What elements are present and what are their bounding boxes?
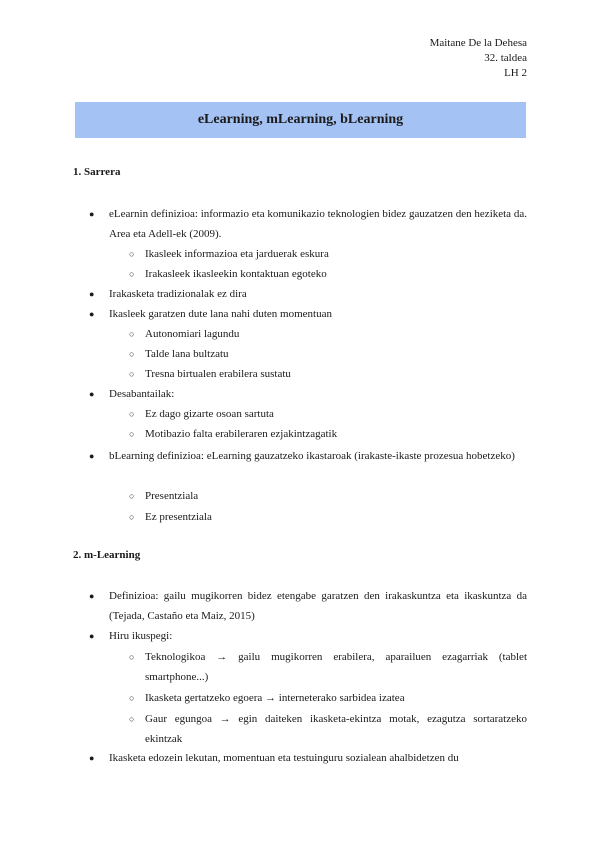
- bullet-icon: ●: [89, 289, 95, 299]
- title-banner: [75, 102, 526, 138]
- bullet-icon: ●: [89, 389, 95, 399]
- bullet-icon: ●: [89, 591, 95, 601]
- list-item-text: Definizioa: gailu mugikorren bidez etengabe garatzen den irakaskuntza eta ikaskuntza da (Tejada, Castaño eta Maiz, 2015): [109, 590, 527, 622]
- document-header: [430, 36, 527, 81]
- list-item-text: Irakasketa tradizionalak ez dira: [109, 288, 247, 300]
- list-item-text: eLearnin definizioa: informazio eta komunikazio teknologien bidez gauzatzen den heziketa da. Area eta Adell-ek (2009).: [109, 208, 527, 240]
- section-heading-mlearning: 2. m-Learning: [73, 549, 141, 561]
- list-item-text: Tresna birtualen erabilera sustatu: [145, 368, 291, 380]
- list-item-text: Motibazio falta erabileraren ezjakintzagatik: [145, 428, 338, 440]
- list-item-text: bLearning definizioa: eLearning gauzatzeko ikastaroak (irakaste-ikaste prozesua hobetzeko): [109, 450, 515, 462]
- bullet-icon: ●: [89, 309, 95, 319]
- author-name: Maitane De la Dehesa: [429, 37, 527, 49]
- document-title: eLearning, mLearning, bLearning: [197, 112, 404, 127]
- list-item-text: Irakasleek ikasleekin kontaktuan egoteko: [145, 268, 327, 280]
- circle-bullet-icon: ○: [129, 714, 135, 724]
- list-item-text: Ez presentziala: [145, 511, 212, 523]
- list-item-text: Hiru ikuspegi:: [109, 630, 173, 642]
- list-item-text: Ikasketa gertatzeko egoera → interneterako sarbidea izatea: [145, 692, 405, 704]
- section-heading-sarrera: 1. Sarrera: [73, 166, 121, 178]
- circle-bullet-icon: ○: [129, 693, 135, 703]
- list-item-text: Ikasleek garatzen dute lana nahi duten momentuan: [109, 308, 332, 320]
- circle-bullet-icon: ○: [129, 652, 135, 662]
- bullet-icon: ●: [89, 753, 95, 763]
- circle-bullet-icon: ○: [129, 249, 135, 259]
- circle-bullet-icon: ○: [129, 369, 135, 379]
- bullet-icon: ●: [89, 209, 95, 219]
- group-label: 32. taldea: [484, 52, 527, 64]
- list-item-text: Ez dago gizarte osoan sartuta: [145, 408, 274, 420]
- circle-bullet-icon: ○: [129, 329, 135, 339]
- list-item-text: Autonomiari lagundu: [145, 328, 240, 340]
- circle-bullet-icon: ○: [129, 429, 135, 439]
- list-item-text: Gaur egungoa → egin daiteken ikasketa-ekintza motak, ezagutza sortaratzeko ekintzak: [145, 713, 527, 745]
- list-item-text: Teknologikoa → gailu mugikorren erabilera, aparailuen ezagarriak (tablet smartphone...): [145, 651, 527, 683]
- circle-bullet-icon: ○: [129, 512, 135, 522]
- list-item-text: Ikasketa edozein lekutan, momentuan eta testuinguru sozialean ahalbidetzen du: [109, 752, 459, 764]
- circle-bullet-icon: ○: [129, 349, 135, 359]
- circle-bullet-icon: ○: [129, 269, 135, 279]
- list-item-text: Ikasleek informazioa eta jarduerak eskura: [145, 248, 329, 260]
- circle-bullet-icon: ○: [129, 491, 135, 501]
- list-item-text: Desabantailak:: [109, 388, 175, 400]
- course-label: LH 2: [504, 67, 527, 79]
- circle-bullet-icon: ○: [129, 409, 135, 419]
- list-item-text: Talde lana bultzatu: [145, 348, 229, 360]
- bullet-icon: ●: [89, 631, 95, 641]
- list-item-text: Presentziala: [145, 490, 199, 502]
- bullet-icon: ●: [89, 451, 95, 461]
